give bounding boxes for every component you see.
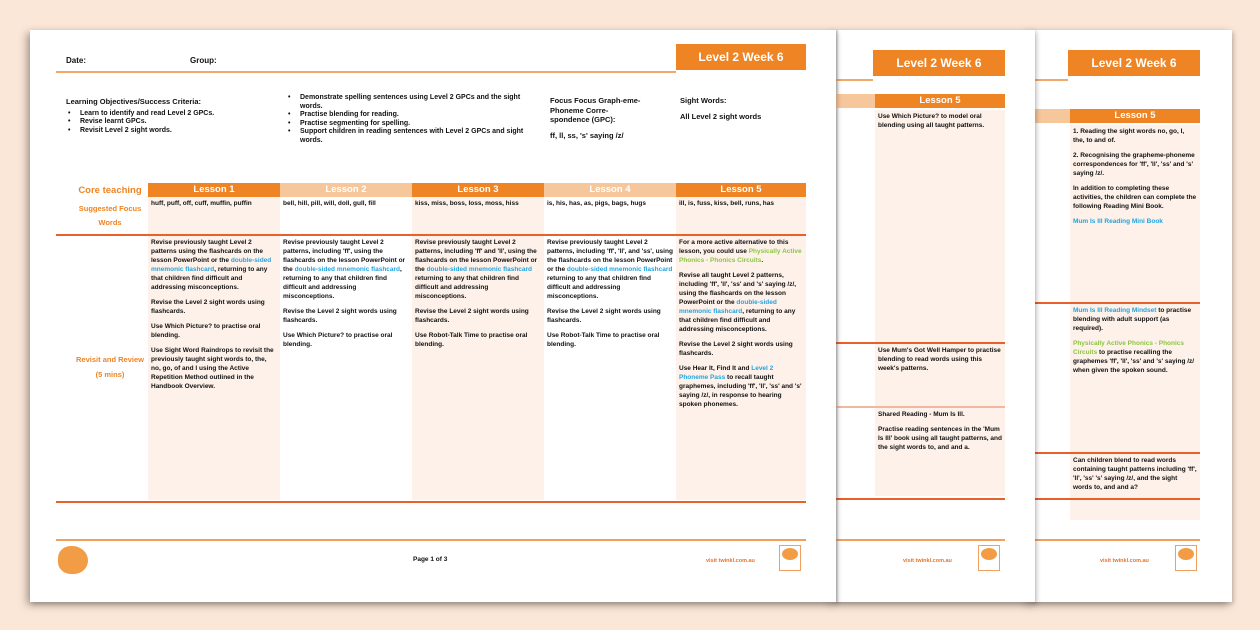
cell-text: Revise the Level 2 sight words using flashcards. [151,299,265,315]
objective-item: • Practise segmenting for spelling. [286,120,536,129]
cell-text: . [761,257,764,264]
lesson-4-header: Lesson 4 [544,183,676,197]
row-separator [833,498,1005,500]
objective-item: • Support children in reading sentences with Level 2 GPCs and sight words. [286,128,536,145]
lesson-header-partial [1030,109,1070,123]
footer-rule [1030,539,1200,541]
cell-text: Use Which Picture? to practise oral blending. [151,323,261,339]
document-page-2 [833,30,1035,602]
learning-objectives-right [286,94,536,145]
lesson-5-cell-review [1070,125,1200,305]
lesson-1-header: Lesson 1 [148,183,280,197]
cell-text: Use Mum's Got Well Hamper to practise blending to read words using this week's patterns. [878,347,1001,372]
mnemonic-flashcard-link[interactable]: double-sided mnemonic flashcard [294,266,401,273]
cell-text: , returning to any that children find difficult and addressing misconceptions. [679,308,796,333]
core-teaching-label: Core teaching [78,185,142,196]
lesson-2-header: Lesson 2 [280,183,412,197]
cell-text: Revise the Level 2 sight words using flashcards. [283,308,397,324]
twinkl-phonics-logo-icon [58,546,88,574]
cell-text: Use Robot-Talk Time to practise oral blending. [415,332,528,348]
mnemonic-flashcard-link[interactable]: double-sided mnemonic flashcard [679,299,777,315]
lesson-4-focus-words: is, his, has, as, pigs, bags, hugs [547,200,646,207]
twinkl-logo-icon [978,545,1000,571]
objective-item: • Revise learnt GPCs. [66,118,276,127]
cell-text: Revise previously taught Level 2 patterns, including 'ff', using the flashcards on the lesson PowerPoint or the [283,239,406,273]
sight-words-value: All Level 2 sight words [680,111,762,121]
footer-url[interactable]: visit twinkl.com.au [1100,558,1149,564]
footer-rule [833,539,1005,541]
document-page-1 [30,30,836,602]
cell-text: , returning to any that children find difficult and addressing misconceptions. [151,266,268,291]
lesson-5-cell-assess [1070,454,1200,520]
lesson-5-focus-words: ill, is, fuss, kiss, bell, runs, has [676,197,806,234]
document-page-3 [1030,30,1232,602]
cell-text: Use Which Picture? to model oral blending using all taught patterns. [878,113,985,129]
phonics-circuits-link[interactable]: Physically Active Phonics - Phonics Circuits [679,248,802,264]
cell-text: 2. Recognising the grapheme-phoneme correspondences for 'ff', 'll', 'ss' and 's' saying /z/. [1073,152,1195,177]
mnemonic-flashcard-link[interactable]: double-sided mnemonic flashcard [151,257,272,273]
cell-text: Shared Reading - Mum Is Ill. [878,411,965,418]
level-week-badge: Level 2 Week 6 [873,50,1005,76]
group-label: Group: [190,56,217,65]
lesson-5-cell-oral-blending [875,110,1005,342]
lesson-3-header: Lesson 3 [412,183,544,197]
lesson-1-focus-words: huff, puff, off, cuff, muffin, puffin [148,197,280,234]
row-separator [56,501,806,503]
suggested-focus-words-label: Suggested Focus Words [78,204,142,227]
sight-words [680,96,810,121]
cell-text: Use Hear It, Find It and [679,365,752,372]
phoneme-pass-link[interactable]: Level 2 Phoneme Pass [679,365,774,381]
cell-text: returning to any that children find difficult and addressing misconceptions. [547,275,651,300]
objectives-title: Learning Objectives/Success Criteria: [66,97,202,106]
footer-url[interactable]: visit twinkl.com.au [706,558,755,564]
objective-item: • Learn to identify and read Level 2 GPCs. [66,110,276,119]
lesson-5-cell-practise [1070,304,1200,452]
cell-text: Revise the Level 2 sight words using flashcards. [415,308,529,324]
mnemonic-flashcard-link[interactable]: double-sided mnemonic flashcard [426,266,533,273]
twinkl-logo-icon [779,545,801,571]
cell-text: Revise the Level 2 sight words using flashcards. [679,341,793,357]
header-rule [56,71,676,73]
sight-words-title: Sight Words: [680,96,727,105]
cell-text: Revise all taught Level 2 patterns, including 'ff', 'll', 'ss' and 's' saying /z/, using the flashcards on the lesson PowerPoint or the [679,272,797,306]
cell-text: Use Sight Word Raindrops to revisit the previously taught sight words to, the, no, go, of and I using the Active Repetition Method outlined in the Handbook Overview. [151,347,274,390]
revisit-duration-label: (5 mins) [95,370,125,379]
cell-text: Use Which Picture? to practise oral blending. [283,332,393,348]
learning-objectives-left [66,98,276,135]
cell-text: to recall taught graphemes, including 'ff', 'll', 'ss' and 's' saying /z/, in response to hearing spoken phonemes. [679,374,802,408]
level-week-badge: Level 2 Week 6 [676,44,806,70]
focus-gpc-value: ff, ll, ss, 's' saying /z/ [550,130,624,140]
focus-gpc [550,96,645,140]
mnemonic-flashcard-link[interactable]: double-sided mnemonic flashcard [566,266,673,273]
footer-rule [56,539,806,541]
lesson-5-header: Lesson 5 [1070,109,1200,123]
objective-item: • Revisit Level 2 sight words. [66,127,276,136]
cell-text: For a more active alternative to this lesson, you could use [679,239,789,255]
cell-text: Practise reading sentences in the 'Mum Is Ill' book using all taught patterns, and the sight words to, and and a. [878,426,1002,451]
header-rule [1030,79,1068,81]
page-number: Page 1 of 3 [413,556,448,563]
lesson-5-header: Lesson 5 [875,94,1005,108]
lesson-2-revisit [280,236,412,500]
cell-text: to practise recalling the graphemes 'ff', 'll', 'ss' and 's' saying /z/ when given the spoken sound. [1073,349,1195,374]
revisit-review-label: Revisit and Review [76,355,144,364]
cell-text: Revise previously taught Level 2 patterns, including 'ff' and 'll', using the flashcards on the lesson PowerPoint or the [415,239,538,273]
lesson-1-revisit [148,236,280,500]
cell-text: Use Robot-Talk Time to practise oral blending. [547,332,660,348]
focus-gpc-title: Focus Focus Graph-eme-Phoneme Corre-spondence (GPC): [550,96,641,124]
row-separator [1030,498,1200,500]
lesson-header-partial [833,94,875,108]
lesson-5-cell-hamper [875,344,1005,406]
twinkl-logo-icon [1175,545,1197,571]
lesson-3-focus-words: kiss, miss, boss, loss, moss, hiss [412,197,544,234]
lesson-2-focus-words: bell, hill, pill, will, doll, gull, fill [283,200,376,207]
cell-text: Can children blend to read words containing taught patterns including 'ff', 'll', 'ss' 's' saying /z/, and the sight words to, and and a? [1073,457,1197,491]
cell-text: , returning to any that children find difficult and addressing misconceptions. [283,266,402,300]
reading-mini-book-link[interactable]: Mum Is Ill Reading Mini Book [1073,218,1163,225]
phonics-circuits-link[interactable]: Physically Active Phonics - Phonics Circuits [1073,340,1185,356]
objective-item: • Practise blending for reading. [286,111,536,120]
cell-text: Revise the Level 2 sight words using flashcards. [547,308,661,324]
cell-text: 1. Reading the sight words no, go, I, the, to and of. [1073,128,1185,144]
lesson-5-header: Lesson 5 [676,183,806,197]
header-rule [833,79,873,81]
cell-text: returning to any that children find difficult and addressing misconceptions. [415,275,519,300]
cell-text: Revise previously taught Level 2 patterns, including 'ff', 'll', and 'ss', using the flashcards on the lesson PowerPoint or the [547,239,673,273]
date-label: Date: [66,56,87,65]
cell-text: to practise blending with adult support (as required). [1073,307,1192,332]
lesson-5-revisit [676,236,806,500]
lesson-5-cell-shared-reading [875,408,1005,496]
lesson-3-revisit [412,236,544,500]
reading-mindset-link[interactable]: Mum Is Ill Reading Mindset [1073,307,1157,314]
cropped-column [1034,125,1070,305]
lesson-4-revisit [544,236,676,500]
level-week-badge: Level 2 Week 6 [1068,50,1200,76]
cell-text: Revise previously taught Level 2 patterns using the flashcards on the lesson PowerPoint or the [151,239,263,264]
cell-text: In addition to completing these activities, the children can complete the following Reading Mini Book. [1073,185,1197,210]
footer-url[interactable]: visit twinkl.com.au [903,558,952,564]
objective-item: • Demonstrate spelling sentences using Level 2 GPCs and the sight words. [286,94,536,111]
